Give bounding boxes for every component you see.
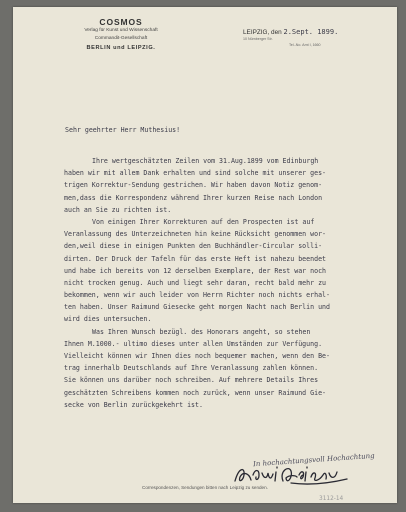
publisher-address: 10 Nürnberger Str.: [243, 37, 273, 41]
body-line: auch an Sie zu richten ist.: [64, 205, 172, 214]
body-line: nicht trocken genug. Auch und liegt sehr daran, recht bald mehr zu: [64, 278, 327, 287]
publisher-name: COSMOS: [99, 17, 143, 27]
body-line: bekommen, wenn wir auch leider von Herrn Richter noch nichts erhal-: [64, 291, 330, 300]
body-line: dirten. Der Druck der Tafeln für das erste Heft ist nahezu beendet: [64, 254, 327, 263]
body-line: wird dies untersuchen.: [64, 315, 152, 324]
body-line: Vielleicht können wir Ihnen dies noch bequemer machen, wenn den Be-: [64, 352, 330, 360]
salutation: Sehr geehrter Herr Muthesius!: [65, 126, 181, 134]
body-line: ten haben. Unser Raimund Giesecke geht morgen Nacht nach Berlin und: [64, 303, 330, 312]
body-line: trag innerhalb Deutschlands auf Ihre Veranlassung zahlen können.: [64, 364, 319, 373]
date-value: 2.Sept. 1899.: [283, 28, 339, 36]
body-line: Ihnen M.1000.- ultimo dieses unter allen Umständen zur Verfügung.: [64, 339, 323, 348]
body-line: secke von Berlin zurückgekehrt ist.: [64, 400, 203, 409]
publisher-cities: BERLIN und LEIPZIG.: [86, 45, 156, 51]
letter-page: [13, 7, 397, 503]
body-line: Sie können uns darüber noch schreiben. Auf mehrere Details Ihres: [64, 376, 319, 385]
body-line: Was Ihren Wunsch bezügl. des Honorars angeht, so stehen: [92, 327, 311, 336]
body-line: Veranlassung des Unterzeichneten hin keine Rücksicht genommen wor-: [64, 230, 327, 239]
body-line: geschätzten Schreibens kommen noch zurück, wenn unser Raimund Gie-: [64, 388, 327, 397]
body-line: Ihre wertgeschätzten Zeilen vom 31.Aug.1899 vom Edinburgh: [92, 157, 319, 165]
body-line: und habe ich bereits von 12 derselben Exemplare, der Rest war noch: [64, 266, 327, 275]
letter-date: [243, 28, 383, 36]
date-prefix: LEIPZIG, den: [243, 29, 282, 36]
body-line: men,dass die Korrespondenz während Ihrer kurzen Reise nach London: [64, 193, 323, 202]
publisher-tagline: Verlag für Kunst und Wissenschaft: [84, 28, 158, 33]
body-line: haben wir mit allem Dank erhalten und sind solche mit unserer ges-: [64, 169, 327, 178]
company-type: Commandit-Gesellschaft: [94, 36, 148, 41]
body-line: den,weil diese in einigen Punkten den Buchhändler-Circular solli-: [64, 242, 323, 251]
closing-handwritten: In hochachtungsvoll Hochachtung: [252, 451, 375, 469]
letterhead-right: [243, 28, 383, 48]
footer-note: Correspondenzen, Sendungen bitten nach Leipzig zu senden.: [142, 485, 268, 490]
letterhead-left: [41, 17, 201, 53]
letter-body: [64, 155, 384, 411]
body-line: trigen Korrektur-Sendung gestrichen. Wir haben davon Notiz genom-: [64, 181, 323, 190]
body-line: Von einigen Ihrer Korrekturen auf den Prospecten ist auf: [92, 217, 315, 226]
publisher-phone: Tel.-No. Amt I, 1660: [289, 43, 321, 47]
pencil-annotation: 3112-14: [319, 496, 344, 502]
